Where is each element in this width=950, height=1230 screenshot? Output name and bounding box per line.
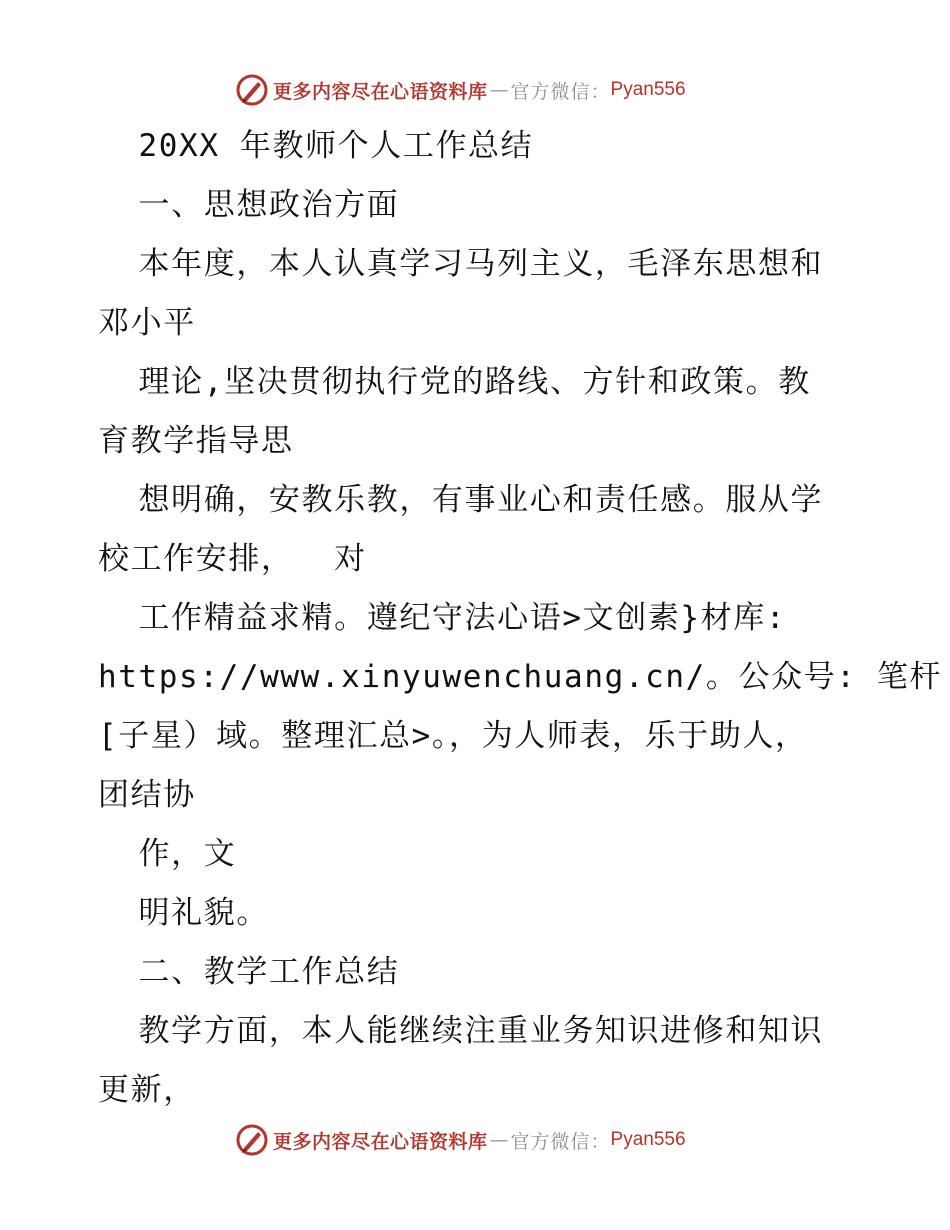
text-line: 本年度，本人认真学习马列主义，毛泽东思想和 (98, 246, 824, 282)
text-line: 作，文 (98, 836, 237, 872)
banner-wechat-id: Pyan556 (610, 1129, 686, 1150)
section-heading: 一、思想政治方面 (98, 187, 400, 223)
banner-wechat-id: Pyan556 (610, 79, 686, 100)
pen-logo-icon (235, 1123, 269, 1157)
text-line: 工作精益求精。遵纪守法心语>文创素}材库: (98, 600, 787, 636)
title-line: 20XX 年教师个人工作总结 (98, 128, 534, 164)
banner-dash: — (489, 79, 509, 101)
text-line: 团结协 (98, 777, 196, 813)
banner-slogan: 更多内容尽在心语资料库 (273, 80, 488, 103)
text-line: 校工作安排， 对 (98, 541, 367, 577)
text-line: 明礼貌。 (98, 895, 269, 931)
text-line: 育教学指导思 (98, 423, 294, 459)
section-heading: 二、教学工作总结 (98, 954, 400, 990)
header-banner (235, 70, 686, 110)
banner-slogan: 更多内容尽在心语资料库 (273, 1130, 488, 1153)
banner-wechat-label: 官方微信： (510, 80, 611, 103)
text-line: 理论,坚决贯彻执行党的路线、方针和政策。教 (98, 364, 811, 400)
text-line: 想明确，安教乐教，有事业心和责任感。服从学 (98, 482, 824, 518)
text-line: 教学方面，本人能继续注重业务知识进修和知识 (98, 1013, 824, 1049)
banner-wechat-label: 官方微信： (510, 1130, 611, 1153)
text-line: 邓小平 (98, 305, 196, 341)
text-line: 更新， (98, 1072, 196, 1108)
footer-banner (235, 1120, 686, 1160)
text-line: https://www.xinyuwenchuang.cn/。公众号: 笔杆 (98, 659, 943, 695)
text-line: [子星）域。整理汇总>。，为人师表，乐于助人， (98, 718, 808, 754)
banner-dash: — (489, 1129, 509, 1151)
document-body (98, 117, 943, 1120)
pen-logo-icon (235, 73, 269, 107)
